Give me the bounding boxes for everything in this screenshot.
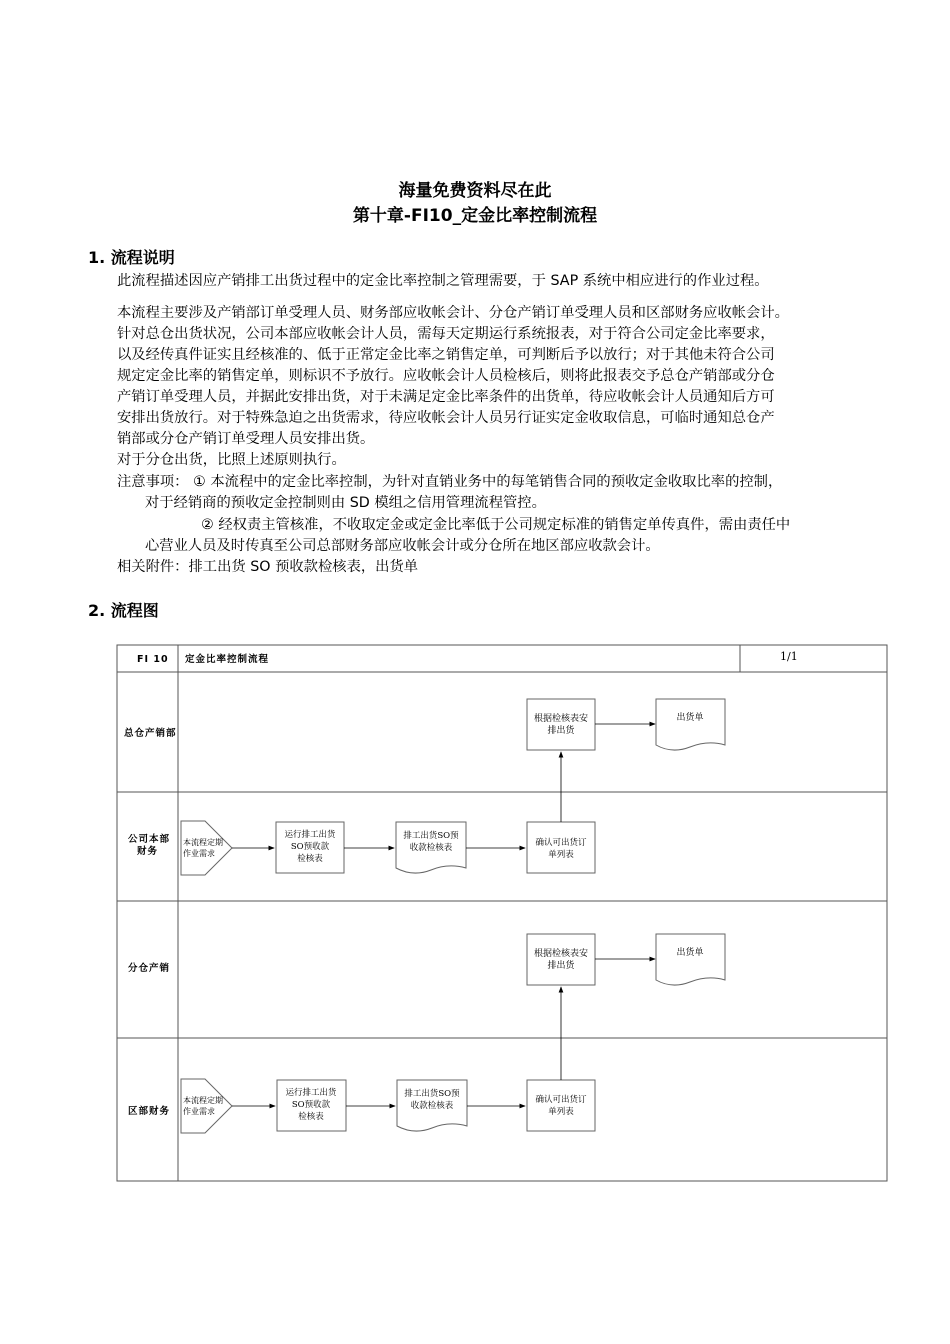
- node-text: 作业需求: [183, 1107, 215, 1116]
- node-text: SO预收款: [291, 1100, 331, 1110]
- lane-label-hq-finance-2: 财务: [137, 846, 159, 857]
- node-text: 运行排工出货: [284, 830, 336, 840]
- flowchart-name: 定金比率控制流程: [185, 654, 270, 665]
- section2-heading: 2. 流程图: [88, 601, 159, 620]
- body-line: 对于分仓出货，比照上述原则执行。: [117, 452, 346, 468]
- node-text: 单列表: [548, 1107, 574, 1117]
- node-text: 确认可出货订: [535, 1095, 587, 1105]
- node-text: SO预收款: [290, 842, 330, 852]
- node-text: 确认可出货订: [535, 838, 587, 848]
- body-line: 销部或分仓产销订单受理人员安排出货。: [117, 431, 375, 447]
- lane-label-regional-finance: 区部财务: [128, 1106, 171, 1117]
- section1-heading: 1. 流程说明: [88, 248, 175, 267]
- process-arrange-shipment-2: [527, 934, 595, 985]
- node-text: 根据检核表安: [533, 714, 589, 724]
- document-title-line1: 海量免费资料尽在此: [398, 181, 552, 201]
- flowchart-frame: [117, 645, 887, 1181]
- body-line: 安排出货放行。对于特殊急迫之出货需求，待应收帐会计人员另行证实定金收取信息，可临时通知总仓产: [117, 410, 775, 426]
- node-text: 本流程定期: [183, 838, 223, 847]
- node-text: 根据检核表安: [533, 949, 589, 959]
- node-text: 作业需求: [183, 849, 215, 858]
- document-delivery-note-2: [656, 934, 725, 985]
- start-periodic-job-1: [181, 821, 232, 875]
- flowchart-page: 1/1: [780, 650, 798, 663]
- node-text: 排工出货SO预: [404, 1089, 460, 1099]
- node-text: 检核表: [297, 854, 323, 864]
- body-line: 规定定金比率的销售定单，则标识不予放行。应收帐会计人员检核后，则将此报表交予总仓产销部或分仓: [117, 368, 775, 384]
- node-text: 出货单: [676, 713, 704, 723]
- body-line: 本流程主要涉及产销部订单受理人员、财务部应收帐会计、分仓产销订单受理人员和区部财务应收帐会计。: [117, 305, 789, 321]
- note-1-continued: 对于经销商的预收定金控制则由 SD 模组之信用管理流程管控。: [145, 495, 546, 511]
- node-text: 排出货: [547, 726, 575, 736]
- attachment-line: 相关附件：排工出货 SO 预收款检核表，出货单: [117, 559, 419, 575]
- document-title-line2: 第十章-FI10_定金比率控制流程: [352, 206, 598, 226]
- node-text: 检核表: [298, 1112, 324, 1122]
- flowchart-code: FI 10: [137, 654, 169, 665]
- node-text: 出货单: [676, 948, 704, 958]
- process-arrange-shipment-1: [527, 699, 595, 750]
- note-1: 注意事项： ① 本流程中的定金比率控制，为针对直销业务中的每笔销售合同的预收定金收取比率的控制，: [117, 474, 783, 490]
- start-periodic-job-2: [181, 1079, 232, 1133]
- note-2: ② 经权责主管核准，不收取定金或定金比率低于公司规定标准的销售定单传真件，需由责任中: [201, 517, 791, 533]
- document-delivery-note-1: [656, 699, 725, 750]
- lane-label-main-production: 总仓产销部: [124, 728, 177, 739]
- node-text: 收款检核表: [410, 1101, 454, 1111]
- note-2-continued: 心营业人员及时传真至公司总部财务部应收帐会计或分仓所在地区部应收款会计。: [145, 538, 660, 554]
- section1-intro: 此流程描述因应产销排工出货过程中的定金比率控制之管理需要，于 SAP 系统中相应进行的作业过程。: [117, 273, 769, 289]
- process-confirm-orders-2: [527, 1080, 595, 1131]
- lane-label-branch-production: 分仓产销: [128, 963, 171, 974]
- body-line: 针对总仓出货状况，公司本部应收帐会计人员，需每天定期运行系统报表，对于符合公司定金比率要求，: [117, 326, 775, 342]
- node-text: 单列表: [548, 850, 574, 860]
- node-text: 收款检核表: [409, 843, 453, 853]
- body-line: 产销订单受理人员，并据此安排出货，对于未满足定金比率条件的出货单，待应收帐会计人员通知后方可: [117, 389, 775, 405]
- node-text: 运行排工出货: [285, 1088, 337, 1098]
- body-line: 以及经传真件证实且经核准的、低于正常定金比率之销售定单，可判断后予以放行；对于其他未符合公司: [117, 347, 775, 363]
- node-text: 本流程定期: [183, 1096, 223, 1105]
- node-text: 排出货: [547, 961, 575, 971]
- node-text: 排工出货SO预: [403, 831, 459, 841]
- lane-label-hq-finance: 公司本部: [128, 834, 171, 845]
